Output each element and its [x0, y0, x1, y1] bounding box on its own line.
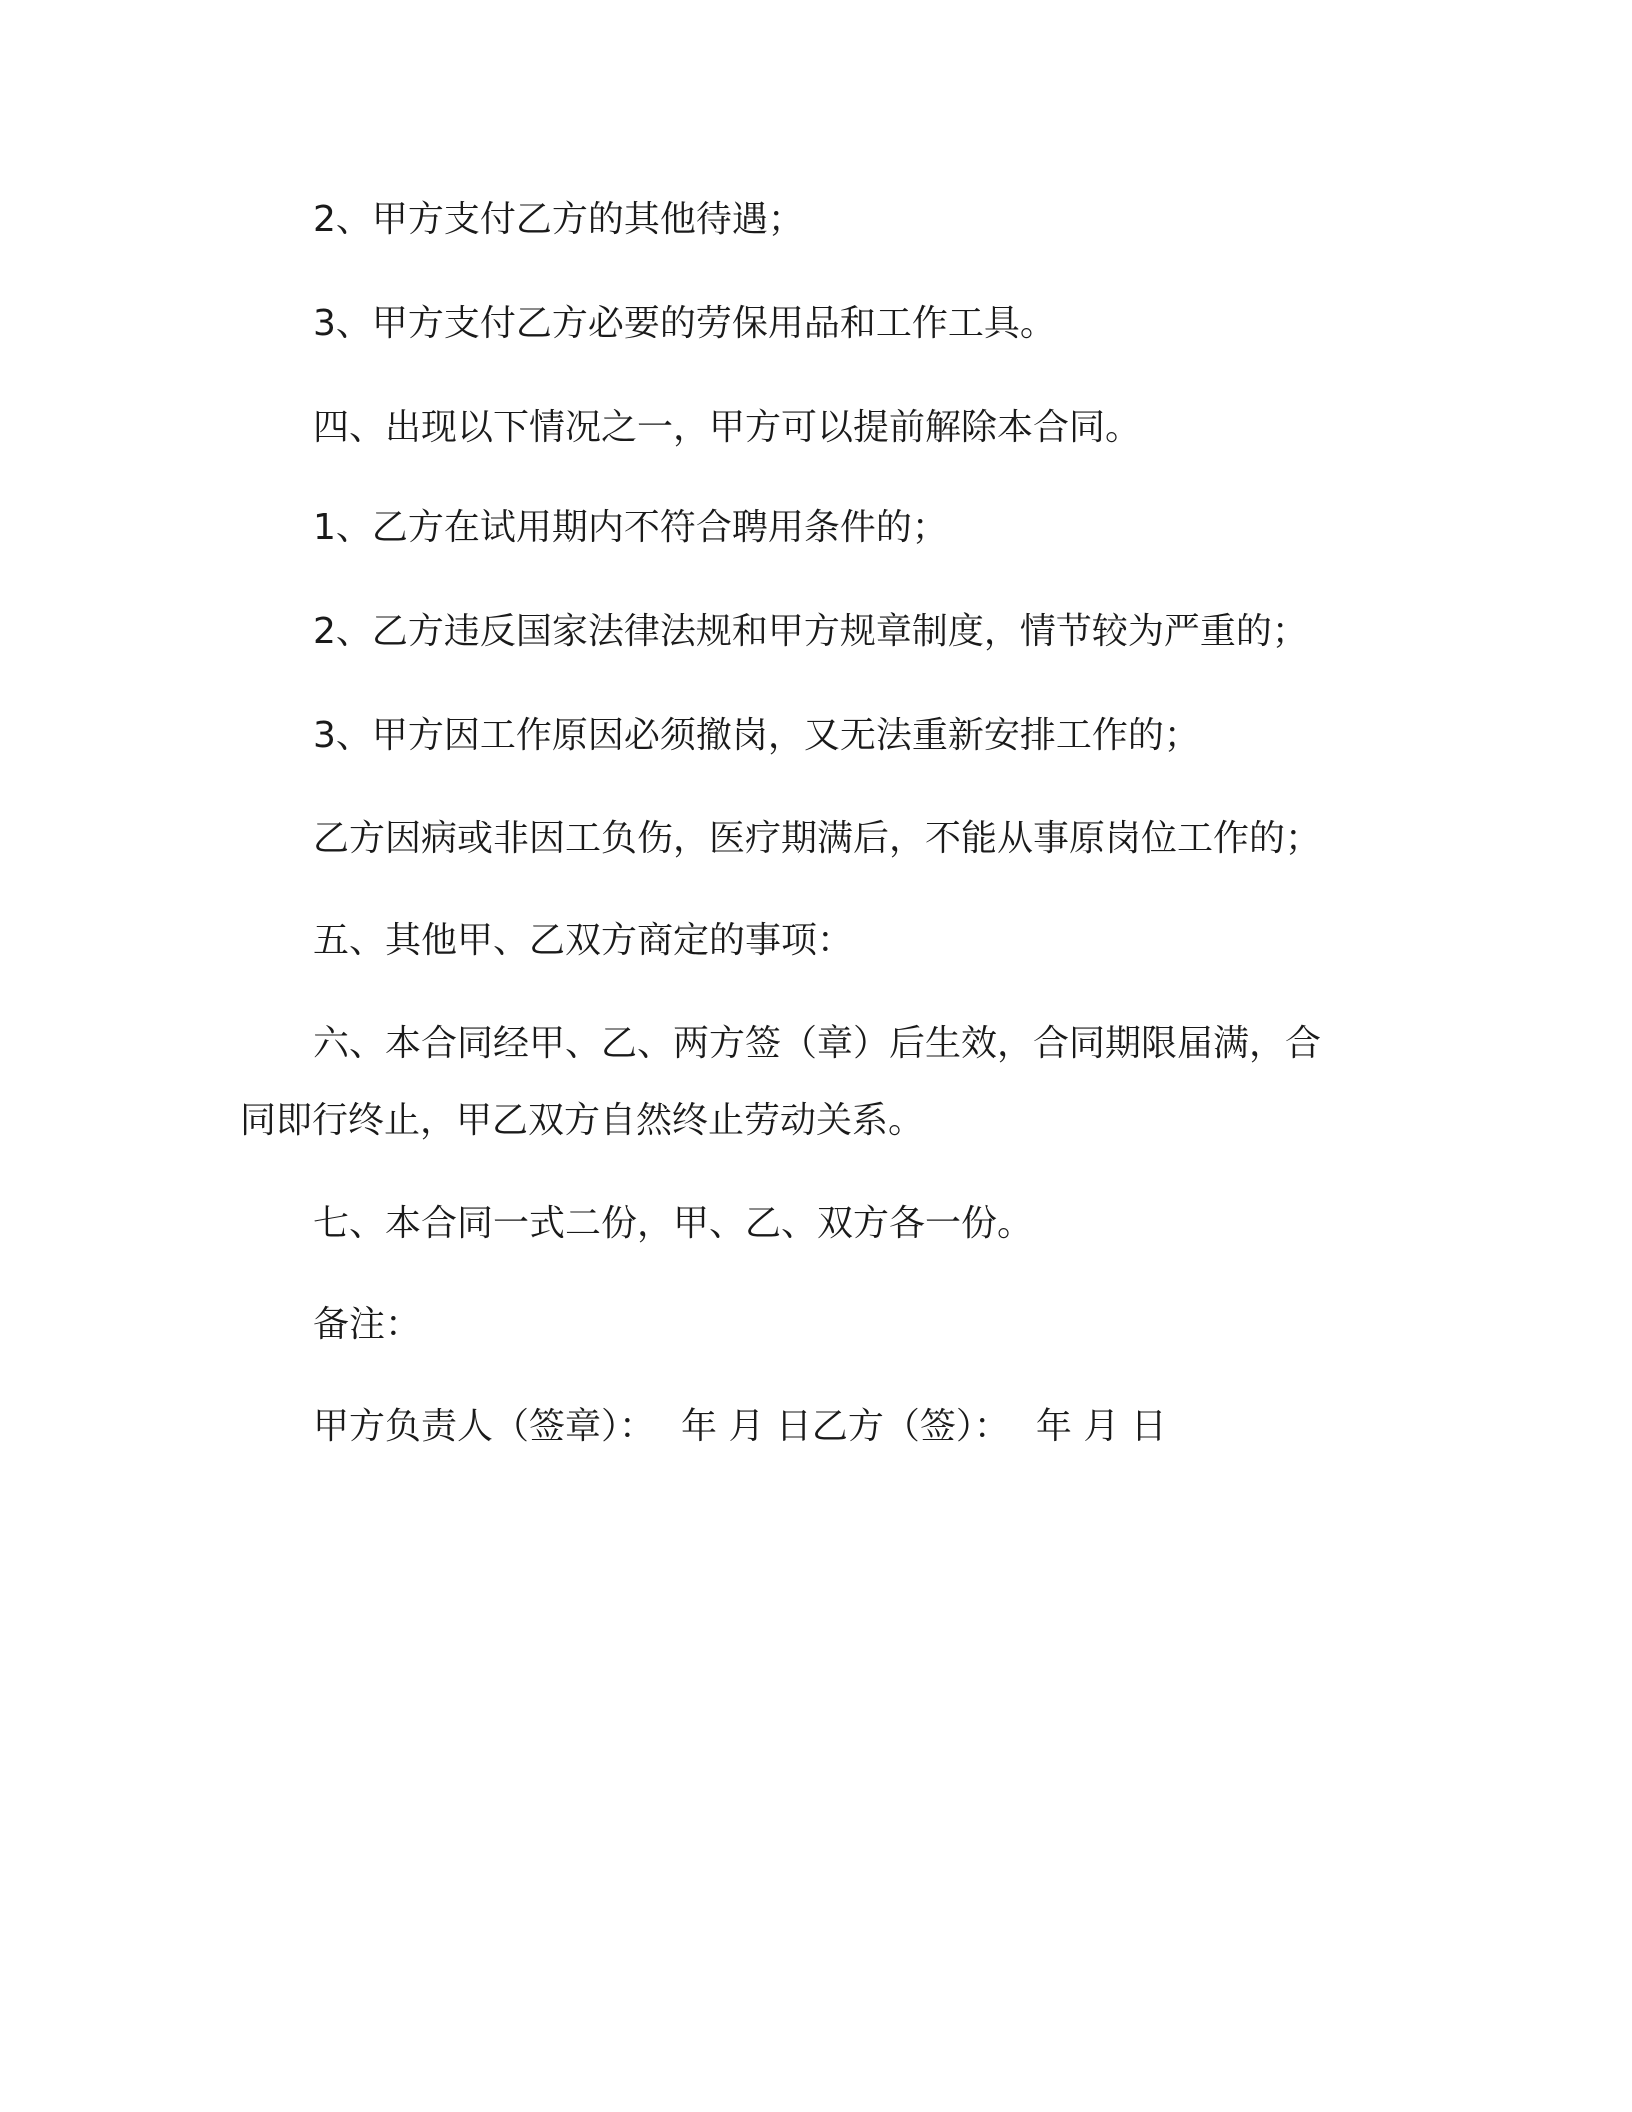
clause-3-item-2: 2、甲方支付乙方的其他待遇； [313, 199, 804, 240]
clause-3-item-3: 3、甲方支付乙方必要的劳保用品和工作工具。 [313, 303, 1056, 344]
clause-5-heading: 五、其他甲、乙双方商定的事项： [313, 920, 854, 961]
clause-6-line-1: 六、本合同经甲、乙、两方签（章）后生效，合同期限届满，合 [313, 1023, 1322, 1064]
party-b-signature-label: 乙方（签）： [811, 1406, 1010, 1447]
clause-4-heading: 四、出现以下情况之一，甲方可以提前解除本合同。 [313, 407, 1142, 448]
party-a-signature-label: 甲方负责人（签章）： [313, 1406, 656, 1447]
signature-line [313, 1403, 1167, 1451]
party-b-date: 年 月 日 [1035, 1406, 1167, 1447]
clause-4-item-2: 2、乙方违反国家法律法规和甲方规章制度，情节较为严重的； [313, 611, 1308, 652]
clause-7: 七、本合同一式二份，甲、乙、双方各一份。 [313, 1203, 1034, 1244]
clause-4-item-1: 1、乙方在试用期内不符合聘用条件的； [313, 507, 948, 548]
party-a-date: 年 月 日 [681, 1406, 812, 1447]
clause-4-item-3: 3、甲方因工作原因必须撤岗，又无法重新安排工作的； [313, 715, 1200, 756]
clause-4-item-4: 乙方因病或非因工负伤，医疗期满后，不能从事原岗位工作的； [313, 818, 1322, 859]
remarks-label: 备注： [313, 1304, 422, 1345]
clause-6-line-2: 同即行终止，甲乙双方自然终止劳动关系。 [240, 1100, 925, 1141]
